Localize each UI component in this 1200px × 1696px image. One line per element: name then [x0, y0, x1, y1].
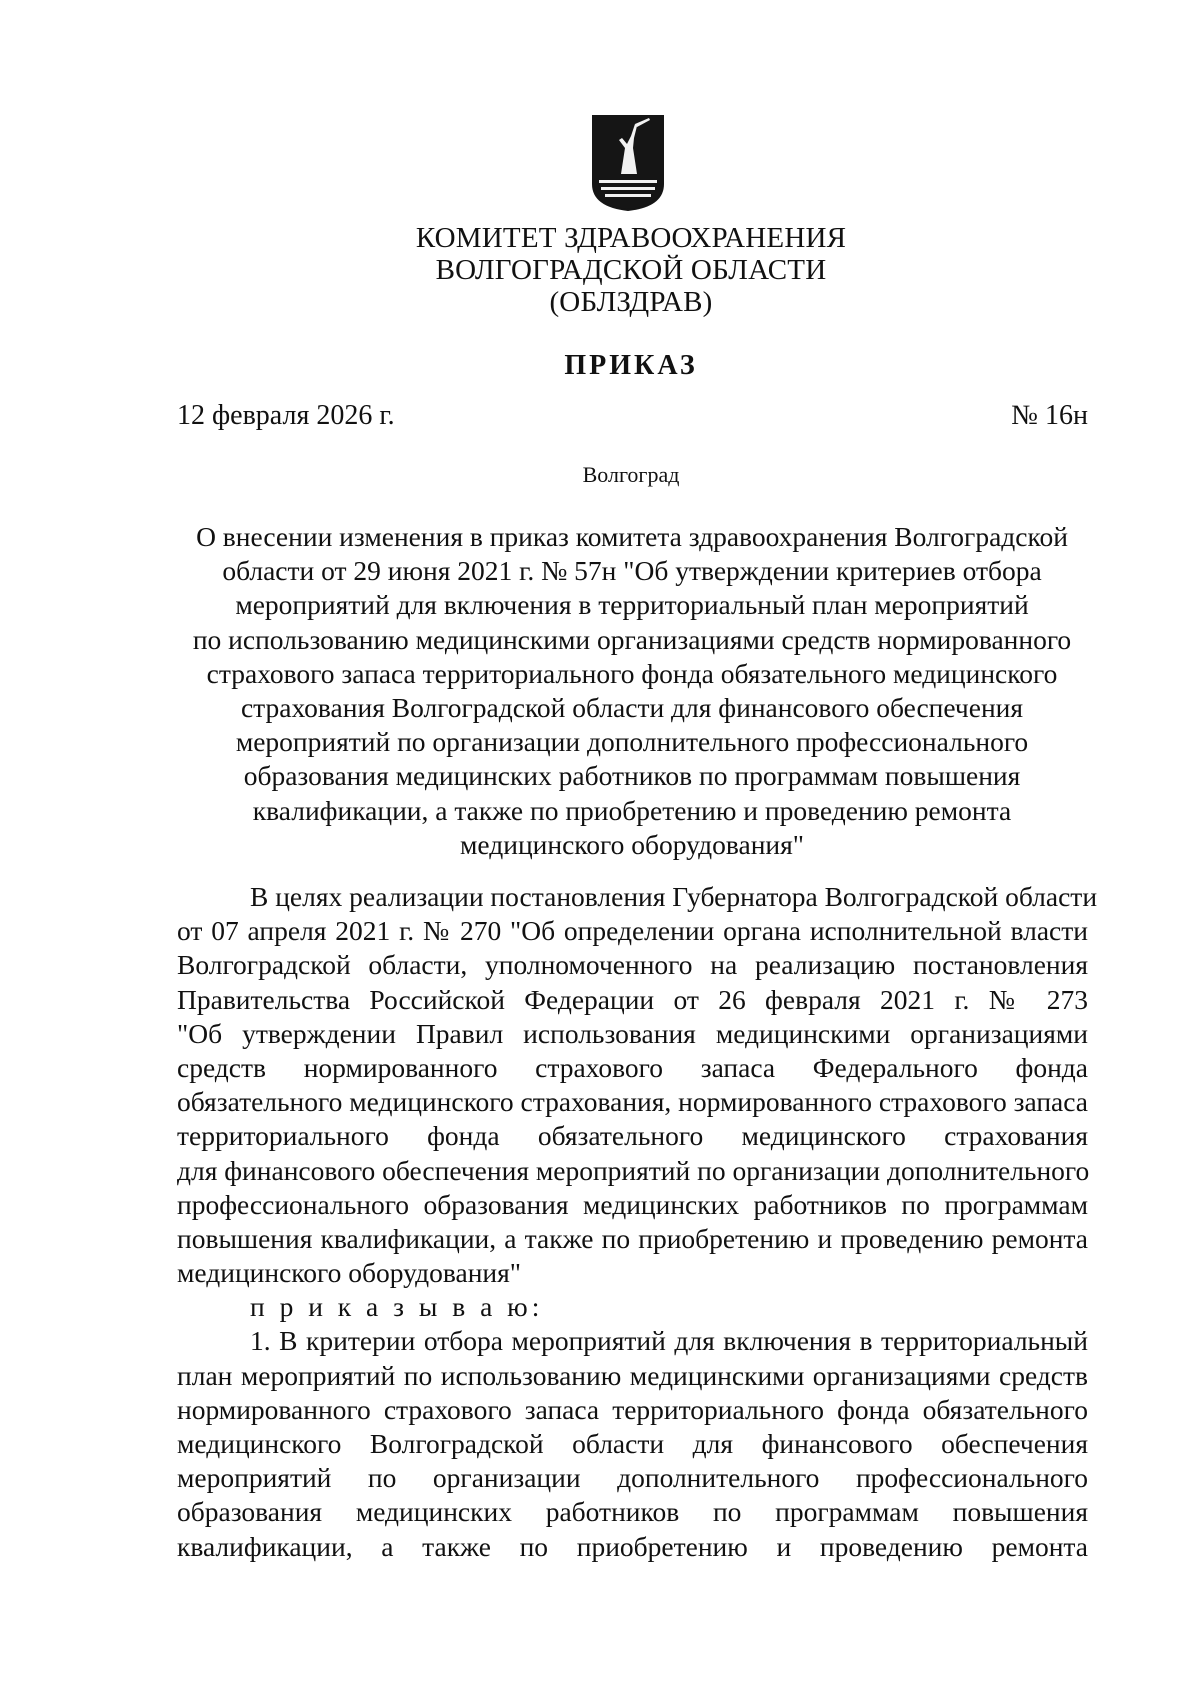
preamble-line: территориального фонда обязательного медицинского страхования	[177, 1120, 1088, 1152]
item-1-line: план мероприятий по использованию медицинскими организациями средств	[177, 1359, 1088, 1391]
document-type-heading: ПРИКАЗ	[564, 350, 698, 381]
title-line: страхования Волгоградской области для финансового обеспечения	[240, 692, 1024, 724]
preamble-line: повышения квалификации, а также по приобретению и проведению ремонта	[177, 1222, 1088, 1254]
title-line: мероприятий по организации дополнительного профессионального	[235, 726, 1029, 758]
document-number: № 16н	[1011, 400, 1088, 431]
organization-line-3: (ОБЛЗДРАВ)	[549, 286, 713, 318]
preamble-line: "Об утверждении Правил использования медицинскими организациями	[177, 1017, 1088, 1049]
item-1-line: образования медицинских работников по программам повышения	[177, 1496, 1088, 1528]
document-date: 12 февраля 2026 г.	[177, 400, 395, 431]
document-body	[177, 880, 1098, 1564]
organization-line-2: ВОЛГОГРАДСКОЙ ОБЛАСТИ	[435, 254, 827, 286]
document-city: Волгоград	[582, 462, 680, 487]
title-line: медицинского оборудования"	[459, 828, 805, 860]
preamble-line: средств нормированного страхового запаса Федерального фонда	[177, 1051, 1088, 1083]
order-word: п р и к а з ы в а ю:	[250, 1291, 544, 1323]
item-1-line: нормированного страхового запаса территориального фонда обязательного	[177, 1393, 1088, 1425]
title-line: области от 29 июня 2021 г. № 57н "Об утверждении критериев отбора	[222, 555, 1042, 587]
title-line: мероприятий для включения в территориальный план мероприятий	[235, 589, 1029, 621]
title-line: страхового запаса территориального фонда обязательного медицинского	[206, 657, 1058, 689]
title-line: квалификации, а также по приобретению и проведению ремонта	[252, 794, 1012, 826]
title-line: образования медицинских работников по программам повышения	[243, 760, 1021, 792]
document-title	[177, 520, 1087, 862]
preamble-line: Правительства Российской Федерации от 26 февраля 2021 г. № 273	[177, 983, 1088, 1015]
title-line: О внесении изменения в приказ комитета здравоохранения Волгоградской	[196, 521, 1068, 552]
item-1-line: мероприятий по организации дополнительного профессионального	[177, 1462, 1088, 1494]
title-line: по использованию медицинскими организациями средств нормированного	[192, 623, 1072, 655]
preamble-line: медицинского оборудования"	[177, 1257, 522, 1289]
item-1-line: квалификации, а также по приобретению и проведению ремонта	[177, 1530, 1088, 1562]
preamble-line: обязательного медицинского страхования, нормированного страхового запаса	[177, 1086, 1088, 1118]
preamble-line: от 07 апреля 2021 г. № 270 "Об определении органа исполнительной власти	[177, 915, 1088, 947]
item-1-line: медицинского Волгоградской области для финансового обеспечения	[177, 1428, 1088, 1459]
preamble-line: В целях реализации постановления Губернатора Волгоградской области	[250, 881, 1098, 912]
volgograd-coat-of-arms-icon	[591, 114, 665, 212]
preamble-line: профессионального образования медицинских работников по программам	[177, 1188, 1088, 1220]
preamble-line: для финансового обеспечения мероприятий по организации дополнительного	[177, 1154, 1090, 1186]
preamble-line: Волгоградской области, уполномоченного на реализацию постановления	[177, 949, 1088, 981]
item-1-line: 1. В критерии отбора мероприятий для включения в территориальный	[250, 1325, 1088, 1357]
organization-line-1: КОМИТЕТ ЗДРАВООХРАНЕНИЯ	[415, 222, 847, 254]
